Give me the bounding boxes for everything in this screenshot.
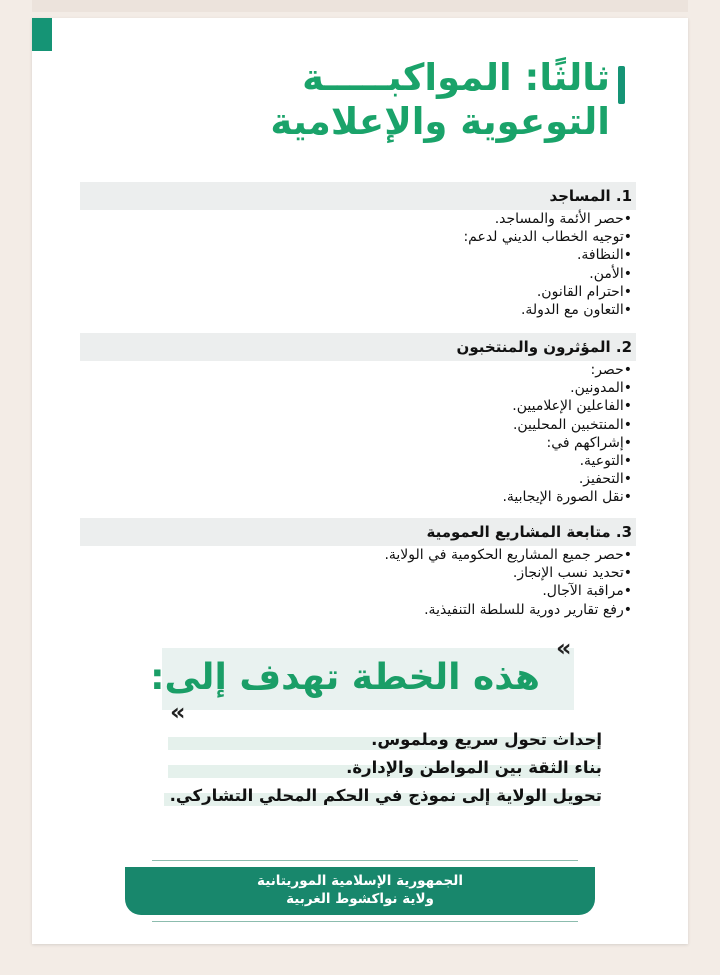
footer-line-1: الجمهورية الإسلامية الموريتانية	[257, 873, 463, 889]
list-item: • مراقبة الآجال.	[80, 582, 632, 600]
list-item: • التحفيز.	[80, 470, 632, 488]
section-list	[80, 361, 636, 507]
list-item: • التعاون مع الدولة.	[80, 301, 632, 319]
list-item: • احترام القانون.	[80, 283, 632, 301]
list-item: • الفاعلين الإعلاميين.	[80, 397, 632, 415]
list-item: • توجيه الخطاب الديني لدعم:	[80, 228, 632, 246]
title-line-1: ثالثًا: المواكبـــــة	[302, 56, 610, 99]
list-item: • إشراكهم في:	[80, 434, 632, 452]
list-item: • حصر جميع المشاريع الحكومية في الولاية.	[80, 546, 632, 564]
goal-item: تحويل الولاية إلى نموذج في الحكم المحلي التشاركي.	[169, 786, 602, 805]
footer-banner	[125, 867, 595, 915]
quote-mark-open: «	[556, 634, 572, 662]
section-projects	[80, 518, 636, 619]
footer-rule-bottom	[152, 921, 578, 922]
goal-item: إحداث تحول سريع وملموس.	[371, 730, 602, 749]
section-heading: 1. المساجد	[80, 182, 636, 210]
section-list	[80, 210, 636, 319]
list-item: • حصر الأئمة والمساجد.	[80, 210, 632, 228]
goal-item: بناء الثقة بين المواطن والإدارة.	[346, 758, 602, 777]
list-item: • رفع تقارير دورية للسلطة التنفيذية.	[80, 601, 632, 619]
document-page	[32, 18, 688, 944]
title-line-2: التوعوية والإعلامية	[270, 100, 610, 143]
page-title	[270, 56, 610, 144]
list-item: • المنتخبين المحليين.	[80, 416, 632, 434]
section-heading: 3. متابعة المشاريع العمومية	[80, 518, 636, 546]
section-influencers	[80, 333, 636, 507]
section-list	[80, 546, 636, 619]
list-item: • النظافة.	[80, 246, 632, 264]
footer-rule-top	[152, 860, 578, 861]
top-strip	[32, 0, 688, 12]
list-item: • تحديد نسب الإنجاز.	[80, 564, 632, 582]
list-item: • الأمن.	[80, 265, 632, 283]
corner-tab	[32, 18, 52, 51]
title-accent-bar	[618, 66, 625, 104]
list-item: • حصر:	[80, 361, 632, 379]
list-item: • نقل الصورة الإيجابية.	[80, 488, 632, 506]
list-item: • التوعية.	[80, 452, 632, 470]
footer-line-2: ولاية نواكشوط الغربية	[286, 891, 434, 907]
section-heading: 2. المؤثرون والمنتخبون	[80, 333, 636, 361]
section-mosques	[80, 182, 636, 319]
quote-mark-close: «	[170, 698, 186, 726]
list-item: • المدونين.	[80, 379, 632, 397]
goals-title: هذه الخطة تهدف إلى:	[150, 657, 540, 698]
